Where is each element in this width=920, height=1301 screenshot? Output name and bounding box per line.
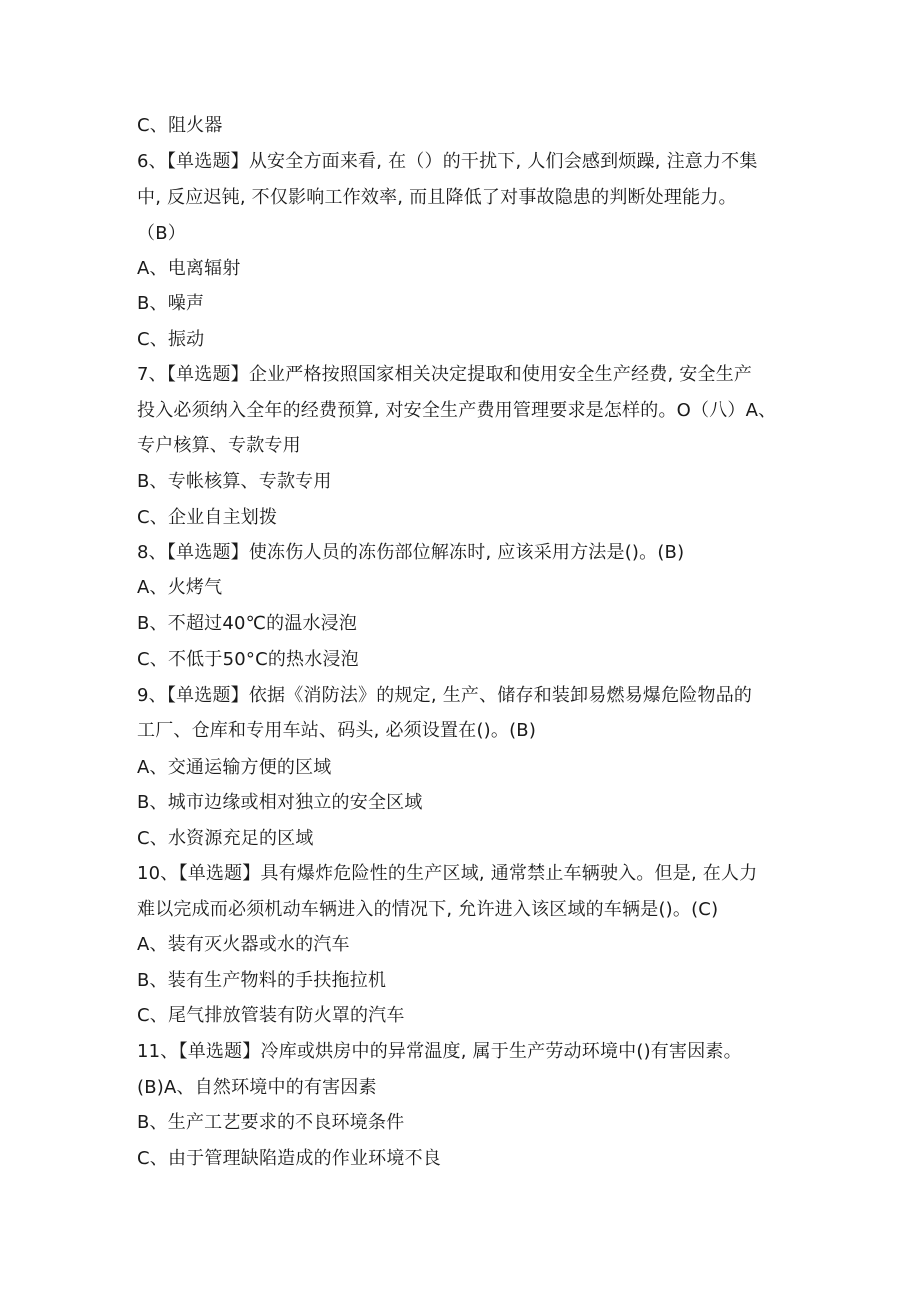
text-line: 专户核算、专款专用 (137, 435, 301, 456)
text-line: 7、【单选题】企业严格按照国家相关决定提取和使用安全生产经费, 安全生产 (137, 364, 753, 385)
text-line: 6、【单选题】从安全方面来看, 在（）的干扰下, 人们会感到烦躁, 注意力不集 (137, 151, 758, 172)
text-line: A、装有灭火器或水的汽车 (137, 934, 350, 955)
text-line: C、尾气排放管装有防火罩的汽车 (137, 1005, 405, 1026)
text-line: 9、【单选题】依据《消防法》的规定, 生产、储存和装卸易燃易爆危险物品的 (137, 685, 753, 706)
text-line: B、装有生产物料的手扶拖拉机 (137, 970, 387, 991)
text-line: 中, 反应迟钝, 不仅影响工作效率, 而且降低了对事故隐患的判断处理能力。 (137, 187, 737, 208)
text-line: C、阻火器 (137, 115, 223, 136)
text-line: 投入必须纳入全年的经费预算, 对安全生产费用管理要求是怎样的。O（八）A、 (137, 400, 777, 421)
text-line: C、水资源充足的区域 (137, 828, 314, 849)
text-line: C、不低于50°C的热水浸泡 (137, 649, 359, 670)
text-line: (B)A、自然环境中的有害因素 (137, 1077, 377, 1098)
text-line: C、由于管理缺陷造成的作业环境不良 (137, 1148, 441, 1169)
text-line: C、振动 (137, 329, 205, 350)
text-line: B、城市边缘或相对独立的安全区域 (137, 792, 423, 813)
text-line: B、不超过40℃的温水浸泡 (137, 613, 358, 634)
text-line: A、交通运输方便的区域 (137, 757, 332, 778)
text-line: A、电离辐射 (137, 258, 241, 279)
text-line: A、火烤气 (137, 577, 223, 598)
text-line: B、专帐核算、专款专用 (137, 471, 332, 492)
text-line: 8、【单选题】使冻伤人员的冻伤部位解冻时, 应该采用方法是()。(B) (137, 542, 685, 563)
text-line: B、生产工艺要求的不良环境条件 (137, 1112, 405, 1133)
text-line: B、噪声 (137, 293, 205, 314)
text-line: （B） (137, 223, 186, 244)
text-line: 工厂、仓库和专用车站、码头, 必须设置在()。(B) (137, 720, 537, 741)
text-line: 11、【单选题】冷库或烘房中的异常温度, 属于生产劳动环境中()有害因素。 (137, 1041, 742, 1062)
text-line: 10、【单选题】具有爆炸危险性的生产区域, 通常禁止车辆驶入。但是, 在人力 (137, 863, 758, 884)
text-line: C、企业自主划拨 (137, 507, 278, 528)
text-line: 难以完成而必须机动车辆进入的情况下, 允许进入该区域的车辆是()。(C) (137, 899, 719, 920)
